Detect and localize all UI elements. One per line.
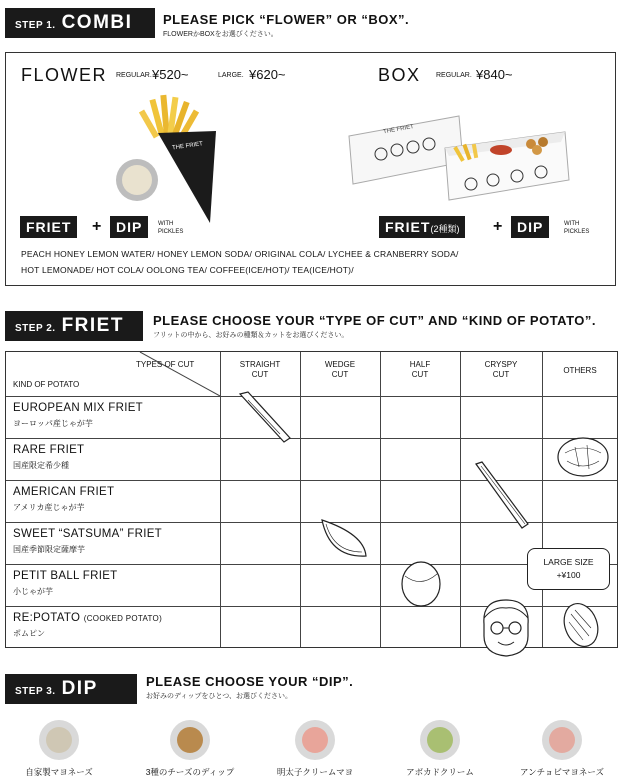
col-header-wedge: WEDGE CUT — [324, 360, 356, 379]
col-header-straight: STRAIGHT CUT — [239, 360, 281, 379]
box-regular-label: REGULAR. — [436, 72, 472, 79]
row-american: AMERICAN FRIET — [13, 486, 115, 498]
rare-other-potato — [555, 435, 611, 479]
header-diagonal — [6, 352, 220, 396]
col-header-half: HALF CUT — [409, 360, 431, 379]
box-friet-tag — [379, 216, 465, 238]
bubble-line-2: +¥100 — [556, 570, 581, 580]
step1-number: STEP 1. — [15, 20, 56, 31]
step2-name: FRIET — [61, 315, 124, 336]
dip-mentaiko[interactable] — [295, 720, 335, 760]
dip-three-cheese-fill — [177, 727, 203, 753]
straight-cut-fry — [234, 390, 294, 446]
box-lid-label: THE FRIET — [382, 124, 415, 136]
grid-hline — [6, 564, 617, 565]
dip-anchovy-label: アンチョビマヨネーズ — [520, 767, 604, 777]
box-tray — [445, 132, 569, 200]
step1-subtitle: FLOWERかBOXをお選びください。 — [163, 31, 278, 38]
box-friet-note: (2種類) — [430, 224, 460, 234]
flower-plus: + — [92, 218, 102, 235]
flower-regular-price: ¥520~ — [152, 67, 189, 82]
step3-subtitle: お好みのディップをひとつ、お選びください。 — [146, 693, 293, 700]
step2-number: STEP 2. — [15, 323, 56, 334]
dip-mayonnaise-fill — [46, 727, 72, 753]
box-regular-price: ¥840~ — [476, 67, 513, 82]
header-types-of-cut: TYPES OF CUT — [136, 360, 195, 369]
flower-with-pickles: WITH PICKLES — [158, 221, 184, 235]
row-petit-ball: PETIT BALL FRIET — [13, 570, 118, 582]
box-dip-tag: DIP — [511, 216, 549, 238]
dip-three-cheese-label: 3種のチーズのディップ — [145, 767, 235, 777]
flower-title: FLOWER — [21, 65, 108, 85]
dip-mayonnaise[interactable] — [39, 720, 79, 760]
flower-dip-cup — [114, 157, 160, 203]
bubble-line-1: LARGE SIZE — [543, 557, 594, 567]
dip-avocado-label: アボカドクリーム — [406, 767, 474, 777]
header-kind-of-potato: KIND OF POTATO — [13, 380, 80, 389]
dip-anchovy[interactable] — [542, 720, 582, 760]
step3-title: PLEASE CHOOSE YOUR “DIP”. — [146, 674, 354, 689]
dip-mentaiko-fill — [302, 727, 328, 753]
flower-large-label: LARGE. — [218, 72, 244, 79]
grid-hline — [6, 438, 617, 439]
dip-avocado-fill — [427, 727, 453, 753]
box-title: BOX — [378, 65, 421, 85]
row-rare-jp: 国産限定希少種 — [13, 461, 69, 470]
box-with-pickles: WITH PICKLES — [564, 221, 590, 235]
dip-three-cheese[interactable] — [170, 720, 210, 760]
step2-subtitle: フリットの中から、お好みの種類＆カットをお選びください。 — [153, 332, 349, 339]
mascot-face — [476, 596, 534, 660]
step1-name: COMBI — [61, 12, 133, 33]
row-repotato-jp: ポムピン — [13, 629, 45, 638]
step2-badge — [5, 311, 143, 341]
dip-avocado[interactable] — [420, 720, 460, 760]
row-repotato-name: RE:POTATO — [13, 612, 81, 624]
large-size-bubble — [527, 548, 610, 590]
drinks-line-2: HOT LEMONADE/ HOT COLA/ OOLONG TEA/ COFFEE(ICE/HOT)/ TEA(ICE/HOT)/ — [21, 265, 354, 275]
flower-regular-label: REGULAR. — [116, 72, 152, 79]
row-repotato — [13, 612, 162, 624]
col-header-cryspy: CRYSPY CUT — [484, 360, 518, 379]
row-rare: RARE FRIET — [13, 444, 85, 456]
row-petit-ball-jp: 小じゃが芋 — [13, 587, 53, 596]
row-repotato-note: (COOKED POTATO) — [83, 614, 163, 623]
box-image — [341, 98, 571, 208]
petit-ball-half — [399, 560, 443, 608]
row-european-mix: EUROPEAN MIX FRIET — [13, 402, 143, 414]
grid-hline — [6, 396, 617, 397]
cut-potato-table — [5, 351, 618, 648]
dip-mayonnaise-label: 自家製マヨネーズ — [25, 767, 93, 777]
flower-friet-tag: FRIET — [20, 216, 77, 238]
satsuma-wedge — [318, 514, 370, 564]
col-header-others: OTHERS — [563, 366, 597, 375]
box-friet-label: FRIET — [385, 219, 431, 235]
box-plus: + — [493, 218, 503, 235]
row-sweet-satsuma: SWEET “SATSUMA” FRIET — [13, 528, 162, 540]
step3-name: DIP — [61, 678, 98, 699]
dip-anchovy-fill — [549, 727, 575, 753]
step1-badge — [5, 8, 155, 38]
row-european-mix-jp: ヨーロッパ産じゃが芋 — [13, 419, 93, 428]
flower-dip-tag: DIP — [110, 216, 148, 238]
step3-badge — [5, 674, 137, 704]
combi-box — [5, 52, 616, 286]
step2-title: PLEASE CHOOSE YOUR “TYPE OF CUT” AND “KIND OF POTATO”. — [153, 313, 597, 328]
step3-number: STEP 3. — [15, 686, 56, 697]
row-american-jp: アメリカ産じゃが芋 — [13, 503, 85, 512]
row-sweet-satsuma-jp: 国産季節限定薩摩芋 — [13, 545, 85, 554]
drinks-line-1: PEACH HONEY LEMON WATER/ HONEY LEMON SODA/ ORIGINAL COLA/ LYCHEE & CRANBERRY SODA/ — [21, 249, 459, 259]
dip-mentaiko-label: 明太子クリームマヨ — [276, 767, 354, 777]
repotato-other — [561, 600, 601, 650]
step1-title: PLEASE PICK “FLOWER” OR “BOX”. — [163, 12, 410, 27]
flower-large-price: ¥620~ — [249, 67, 286, 82]
cone-label: THE FRIET — [171, 141, 204, 152]
american-cryspy-fry — [472, 460, 532, 530]
